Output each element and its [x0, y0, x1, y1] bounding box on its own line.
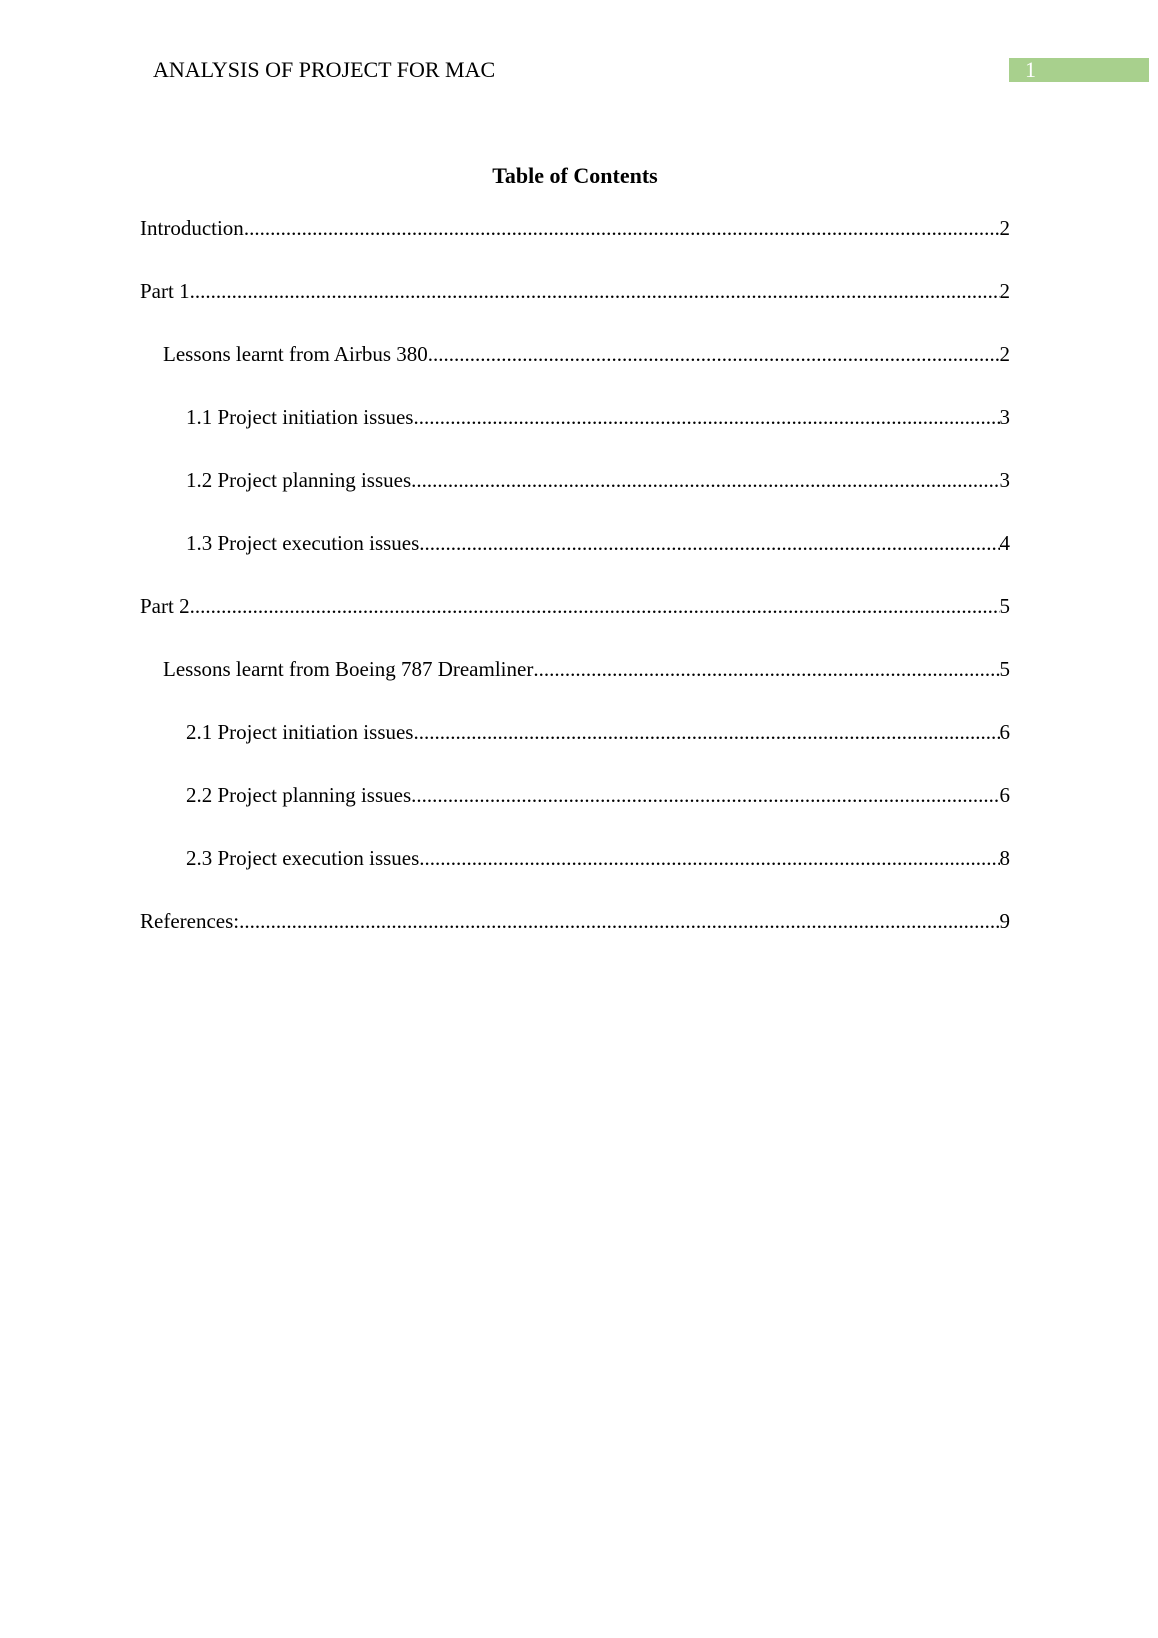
toc-entry-page: 2: [999, 279, 1010, 303]
toc-leader-dots: [413, 403, 999, 431]
toc-entry-page: 2: [999, 216, 1010, 240]
toc-entry-label: Part 2: [140, 594, 190, 618]
toc-entry-page: 5: [999, 657, 1010, 681]
toc-entry-2-2[interactable]: [140, 781, 1010, 844]
toc-leader-dots: [419, 844, 999, 872]
toc-entry-introduction[interactable]: [140, 214, 1010, 277]
toc-entry-page: 4: [999, 531, 1010, 555]
toc-entry-label: 1.2 Project planning issues: [186, 468, 412, 492]
toc-entry-label: 1.1 Project initiation issues: [186, 405, 414, 429]
toc-entry-label: Introduction: [140, 216, 244, 240]
running-header-title: ANALYSIS OF PROJECT FOR MAC: [153, 57, 496, 82]
table-of-contents: [140, 214, 1010, 970]
toc-entry-label: Part 1: [140, 279, 190, 303]
toc-entry-page: 2: [999, 342, 1010, 366]
toc-leader-dots: [533, 655, 999, 683]
toc-leader-dots: [428, 340, 1000, 368]
toc-entry-label: Lessons learnt from Boeing 787 Dreamliner: [163, 657, 534, 681]
toc-entry-references[interactable]: [140, 907, 1010, 970]
toc-entry-page: 8: [999, 846, 1010, 870]
toc-leader-dots: [244, 214, 1000, 242]
toc-entry-label: 2.1 Project initiation issues: [186, 720, 414, 744]
toc-entry-2-1[interactable]: [140, 718, 1010, 781]
toc-entry-label: 2.2 Project planning issues: [186, 783, 412, 807]
toc-entry-label: References:: [140, 909, 240, 933]
toc-entry-airbus-380[interactable]: [140, 340, 1010, 403]
toc-leader-dots: [239, 907, 999, 935]
toc-leader-dots: [419, 529, 999, 557]
toc-entry-1-2[interactable]: [140, 466, 1010, 529]
toc-entry-1-3[interactable]: [140, 529, 1010, 592]
toc-leader-dots: [190, 277, 1000, 305]
toc-leader-dots: [411, 466, 999, 494]
toc-entry-1-1[interactable]: [140, 403, 1010, 466]
toc-entry-2-3[interactable]: [140, 844, 1010, 907]
toc-heading: Table of Contents: [492, 163, 658, 188]
toc-entry-label: 2.3 Project execution issues: [186, 846, 420, 870]
toc-entry-page: 9: [999, 909, 1010, 933]
toc-entry-page: 3: [999, 405, 1010, 429]
toc-entry-label: Lessons learnt from Airbus 380: [163, 342, 428, 366]
toc-entry-boeing-787[interactable]: [140, 655, 1010, 718]
toc-entry-label: 1.3 Project execution issues: [186, 531, 420, 555]
toc-entry-part-2[interactable]: [140, 592, 1010, 655]
toc-entry-page: 5: [999, 594, 1010, 618]
toc-leader-dots: [411, 781, 999, 809]
page-number: 1: [1025, 57, 1036, 82]
page-number-box: [1009, 58, 1149, 82]
toc-leader-dots: [413, 718, 999, 746]
toc-entry-page: 6: [999, 783, 1010, 807]
toc-leader-dots: [190, 592, 1000, 620]
toc-entry-page: 6: [999, 720, 1010, 744]
toc-entry-part-1[interactable]: [140, 277, 1010, 340]
toc-entry-page: 3: [999, 468, 1010, 492]
